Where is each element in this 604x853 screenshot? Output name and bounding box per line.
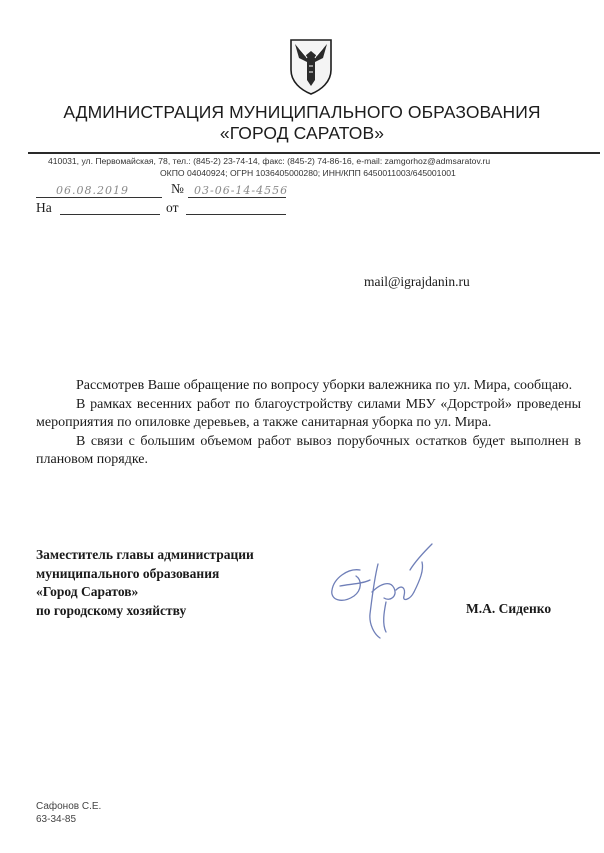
letter-body: [36, 377, 581, 470]
contacts-address-phone: 410031, ул. Первомайская, 78, тел.: (845-2) 23-74-14, факс: (845-2) 74-86-16, e-mail: zamgorhoz@admsaratov.ru: [48, 156, 491, 166]
outgoing-date-handwritten: 06.08.2019: [56, 184, 129, 197]
body-paragraph: В связи с большим объемом работ вывоз порубочных остатков будет выполнен в плановом порядке.: [36, 433, 581, 467]
executor-info: [36, 800, 101, 826]
signatory-name: М.А. Сиденко: [466, 601, 552, 616]
signatory-position: [36, 546, 254, 620]
body-paragraph: В рамках весенних работ по благоустройству силами МБУ «Дорстрой» проведены мероприятия по опиловке деревьев, а также санитарная уборка по ул. Мира.: [36, 396, 581, 430]
body-paragraph: Рассмотрев Ваше обращение по вопросу уборки валежника по ул. Мира, сообщаю.: [76, 378, 573, 393]
position-line: муниципального образования: [36, 565, 220, 581]
outgoing-date-underline: [36, 197, 162, 198]
reply-to-underline: [60, 214, 160, 215]
executor-phone: 63-34-85: [36, 814, 77, 825]
reply-to-label: На: [36, 200, 52, 215]
number-label: №: [171, 181, 184, 196]
organization-title-line2: «ГОРОД САРАТОВ»: [219, 123, 385, 143]
handwritten-signature: [320, 540, 440, 640]
executor-name: Сафонов С.Е.: [36, 801, 102, 812]
organization-title-line1: АДМИНИСТРАЦИЯ МУНИЦИПАЛЬНОГО ОБРАЗОВАНИЯ: [63, 102, 541, 122]
saratov-coat-of-arms-icon: [285, 36, 337, 96]
outgoing-number-underline: [188, 197, 286, 198]
outgoing-number-handwritten: 03-06-14-4556: [194, 184, 289, 197]
recipient-email: mail@igrajdanin.ru: [364, 274, 470, 289]
contact-details: [48, 155, 568, 179]
position-line: «Город Саратов»: [36, 584, 139, 599]
from-label: от: [166, 200, 179, 215]
contacts-registry-codes: ОКПО 04040924; ОГРН 1036405000280; ИНН/КПП 6450011003/645001001: [160, 168, 456, 178]
from-underline: [186, 214, 286, 215]
header-divider: [28, 152, 600, 154]
position-line: Заместитель главы администрации: [36, 547, 254, 562]
position-line: по городскому хозяйству: [36, 602, 187, 618]
